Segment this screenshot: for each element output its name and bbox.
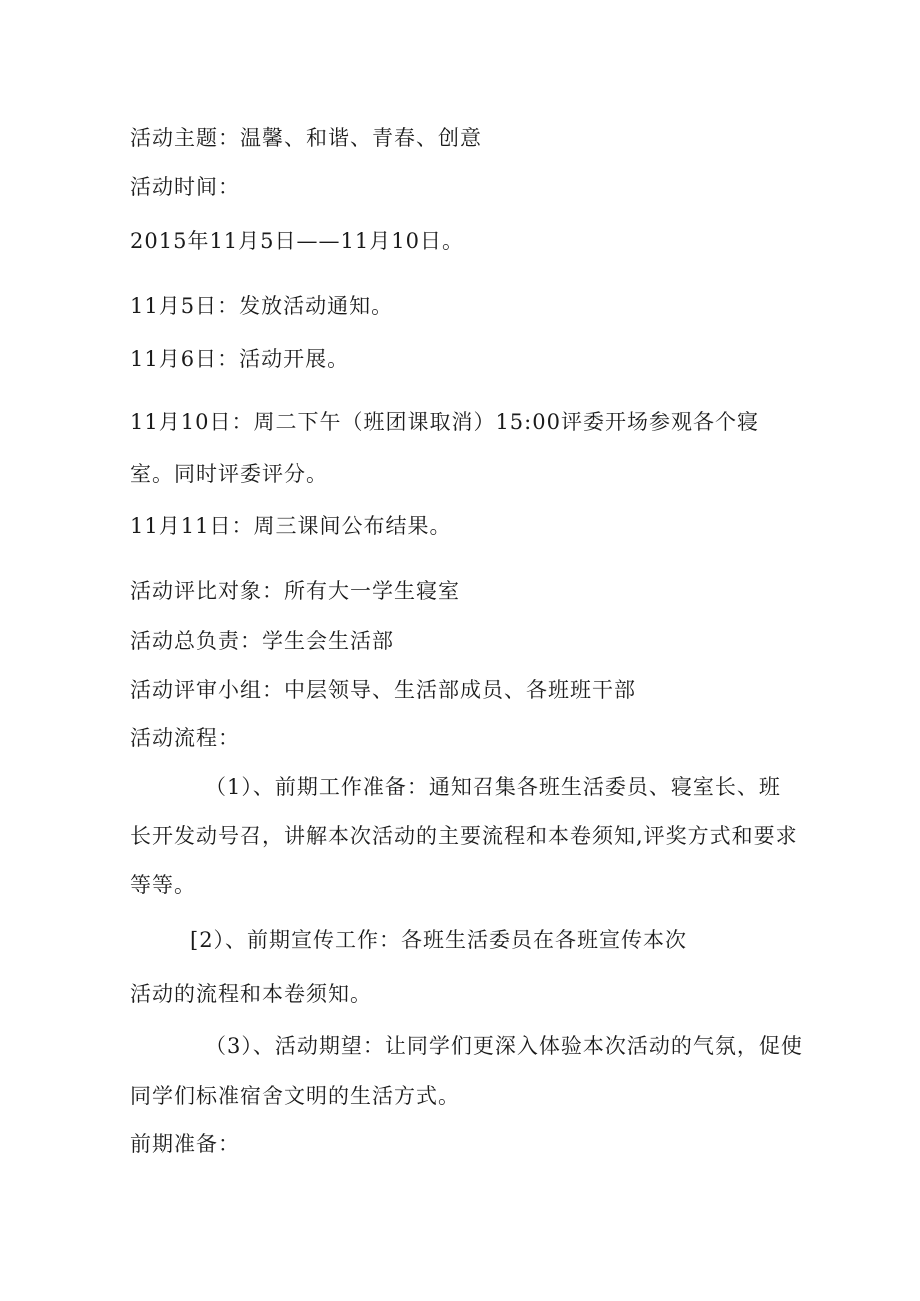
activity-time-label: 活动时间：	[130, 175, 240, 199]
process-step-3-continued: 同学们标准宿舍文明的生活方式。	[130, 1084, 460, 1108]
schedule-item: 11月10日：周二下午（班团课取消）15:00评委开场参观各个寝	[130, 410, 759, 434]
process-step-1-continued: 长开发动号召，讲解本次活动的主要流程和本卷须知,评奖方式和要求	[130, 824, 798, 848]
prep-label: 前期准备：	[130, 1132, 240, 1156]
activity-date-range: 2015年11月5日——11月10日。	[130, 229, 464, 253]
process-label: 活动流程：	[130, 726, 240, 750]
schedule-item: 11月11日：周三课间公布结果。	[130, 514, 452, 538]
schedule-item: 11月5日：发放活动通知。	[130, 294, 394, 318]
process-step-1-continued: 等等。	[130, 873, 196, 897]
evaluation-target: 活动评比对象：所有大一学生寝室	[130, 579, 460, 603]
overall-responsible: 活动总负责：学生会生活部	[130, 629, 394, 653]
schedule-item-continued: 室。同时评委评分。	[130, 462, 328, 486]
schedule-item: 11月6日：活动开展。	[130, 347, 350, 371]
activity-theme: 活动主题：温馨、和谐、青春、创意	[130, 126, 482, 150]
process-step-2: [2）、前期宣传工作：各班生活委员在各班宣传本次	[190, 928, 688, 952]
process-step-1: （1）、前期工作准备：通知召集各班生活委员、寝室长、班	[205, 775, 781, 799]
review-panel: 活动评审小组：中层领导、生活部成员、各班班干部	[130, 678, 636, 702]
process-step-3: （3）、活动期望：让同学们更深入体验本次活动的气氛，促使	[205, 1034, 803, 1058]
process-step-2-continued: 活动的流程和本卷须知。	[130, 982, 372, 1006]
